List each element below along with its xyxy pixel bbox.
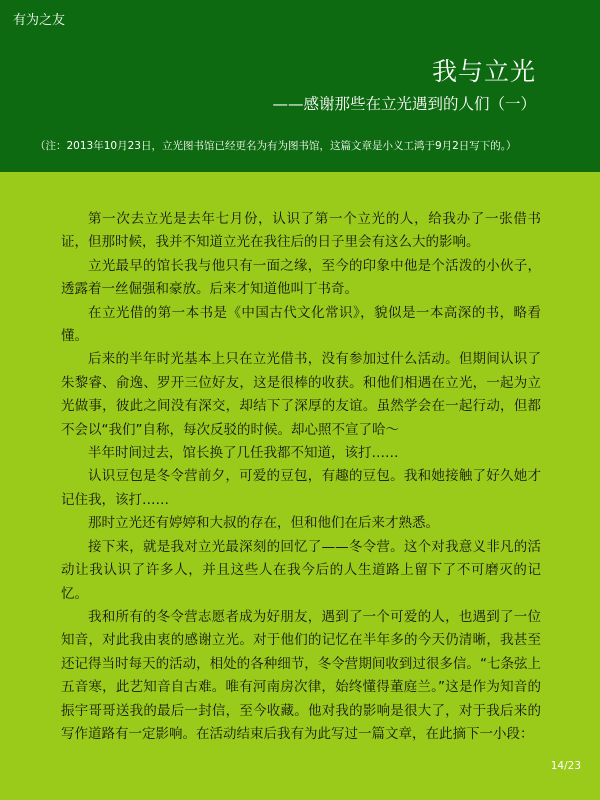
header-banner	[0, 0, 600, 172]
editor-note: （注：2013年10月23日，立光图书馆已经更名为有为图书馆，这篇文章是小义工鸿于9月2日写下的。）	[35, 140, 517, 152]
paragraph: 半年时间过去，馆长换了几任我都不知道，该打……	[88, 445, 399, 462]
site-name: 有为之友	[13, 13, 66, 28]
page-number: 14/23	[550, 760, 581, 772]
page-subtitle: ——感谢那些在立光遇到的人们（一）	[272, 95, 536, 113]
paragraph: 认识豆包是冬令营前夕，可爱的豆包，有趣的豆包。我和她接触了好久她才记住我，该打……	[61, 468, 541, 508]
paragraph: 立光最早的馆长我与他只有一面之缘，至今的印象中他是个活泼的小伙子，透露着一丝倔强和豪放。后来才知道他叫丁书奇。	[61, 257, 541, 298]
paragraph: 后来的半年时光基本上只在立光借书，没有参加过什么活动。但期间认识了朱黎睿、俞逸、罗开三位好友，这是很棒的收获。和他们相遇在立光，一起为立光做事，彼此之间没有深交，却结下了深厚的友谊。虽然学会在一起行动，但都不会以“我们”自称，每次反驳的时候。却心照不宣了哈～	[61, 351, 541, 438]
article-body	[61, 208, 541, 746]
paragraph: 第一次去立光是去年七月份，认识了第一个立光的人，给我办了一张借书证，但那时候，我并不知道立光在我往后的日子里会有这么大的影响。	[61, 211, 541, 251]
paragraph: 接下来，就是我对立光最深刻的回忆了——冬令营。这个对我意义非凡的活动让我认识了许多人，并且这些人在我今后的人生道路上留下了不可磨灭的记忆。	[61, 538, 541, 602]
page-title: 我与立光	[431, 57, 536, 86]
paragraph: 那时立光还有婷婷和大叔的存在，但和他们在后来才熟悉。	[88, 515, 439, 532]
paragraph: 在立光借的第一本书是《中国古代文化常识》，貌似是一本高深的书，略看懂。	[61, 304, 541, 345]
paragraph: 我和所有的冬令营志愿者成为好朋友，遇到了一个可爱的人，也遇到了一位知音，对此我由衷的感谢立光。对于他们的记忆在半年多的今天仍清晰，我甚至还记得当时每天的活动，相处的各种细节，冬令营期间收到过很多信。“七条弦上五音寒，此艺知音自古难。唯有河南房次律，始终懂得董庭兰。”这是作为知音的振宇哥哥送我的最后一封信，至今收藏。他对我的影响是很大了，对于我后来的写作道路有一定影响。在活动结束后我有为此写过一篇文章，在此摘下一小段：	[61, 608, 541, 742]
